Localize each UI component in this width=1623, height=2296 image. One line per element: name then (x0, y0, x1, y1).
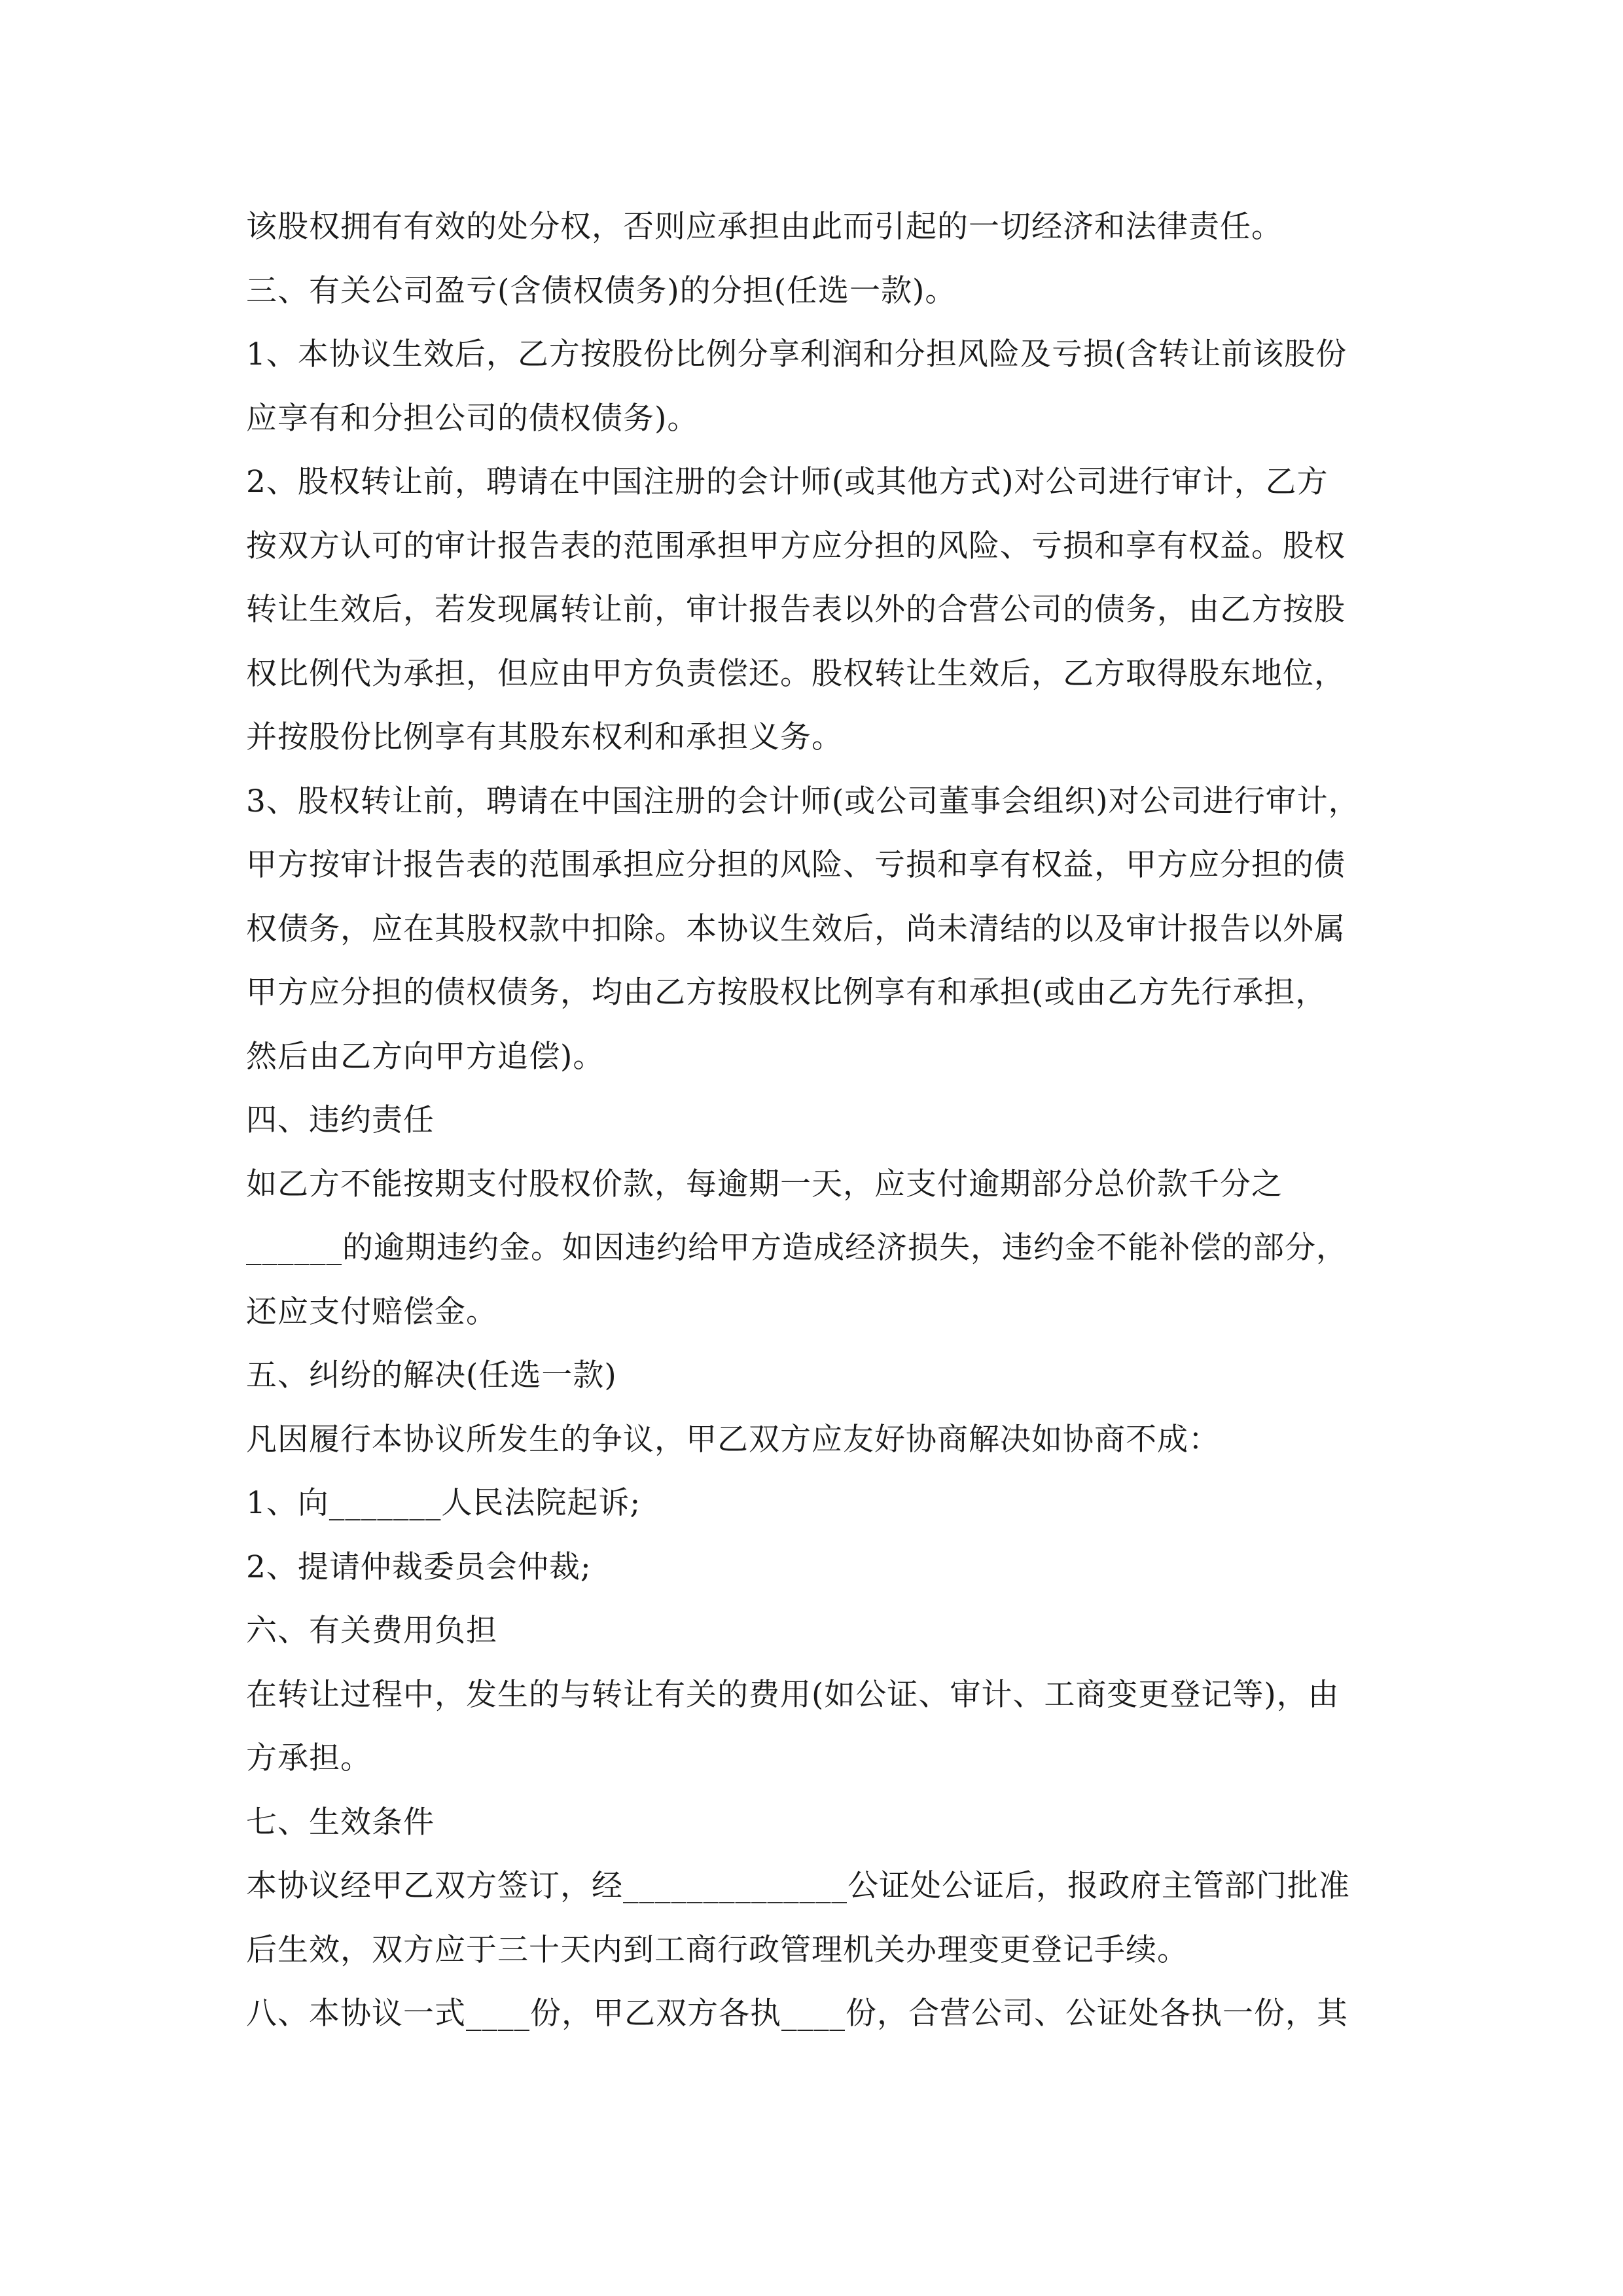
text-line: 还应支付赔偿金。 (246, 1293, 497, 1330)
text-line: 按双方认可的审计报告表的范围承担甲方应分担的风险、亏损和享有权益。股权 (246, 528, 1346, 564)
text-line: 1、向_______人民法院起诉; (246, 1485, 641, 1521)
text-line: 转让生效后，若发现属转让前，审计报告表以外的合营公司的债务，由乙方按股 (246, 592, 1346, 628)
text-line: 并按股份比例享有其股东权利和承担义务。 (246, 719, 843, 755)
text-line: 本协议经甲乙双方签订，经______________公证处公证后，报政府主管部门批准 (246, 1868, 1350, 1904)
section-heading: 七、生效条件 (246, 1804, 435, 1840)
section-heading: 八、本协议一式____份，甲乙双方各执____份，合营公司、公证处各执一份，其 (246, 1996, 1348, 2032)
text-line: 后生效，双方应于三十天内到工商行政管理机关办理变更登记手续。 (246, 1931, 1188, 1968)
text-line: 3、股权转让前，聘请在中国注册的会计师(或公司董事会组织)对公司进行审计， (246, 783, 1360, 819)
text-line: 甲方按审计报告表的范围承担应分担的风险、亏损和享有权益，甲方应分担的债 (246, 847, 1346, 883)
section-heading: 六、有关费用负担 (246, 1613, 497, 1649)
text-line: 然后由乙方向甲方追偿)。 (246, 1038, 605, 1075)
document-body (246, 195, 1385, 2046)
text-line: 2、提请仲裁委员会仲裁; (246, 1549, 592, 1585)
text-line: 凡因履行本协议所发生的争议，甲乙双方应友好协商解决如协商不成： (246, 1421, 1220, 1458)
section-heading: 五、纠纷的解决(任选一款) (246, 1357, 617, 1393)
text-line: 1、本协议生效后，乙方按股份比例分享利润和分担风险及亏损(含转让前该股份 (246, 336, 1347, 372)
text-line: 方承担。 (246, 1740, 372, 1776)
text-line: 权比例代为承担，但应由甲方负责偿还。股权转让生效后，乙方取得股东地位， (246, 655, 1346, 692)
text-line: 如乙方不能按期支付股权价款，每逾期一天，应支付逾期部分总价款千分之 (246, 1166, 1283, 1202)
section-heading: 四、违约责任 (246, 1102, 435, 1138)
text-line: 应享有和分担公司的债权债务)。 (246, 400, 699, 437)
text-line: 2、股权转让前，聘请在中国注册的会计师(或其他方式)对公司进行审计，乙方 (246, 464, 1329, 500)
text-line: ______的逾期违约金。如因违约给甲方造成经济损失，违约金不能补偿的部分， (246, 1230, 1347, 1266)
text-line: 该股权拥有有效的处分权，否则应承担由此而引起的一切经济和法律责任。 (246, 209, 1283, 245)
text-line: 权债务，应在其股权款中扣除。本协议生效后，尚未清结的以及审计报告以外属 (246, 910, 1346, 947)
text-line: 甲方应分担的债权债务，均由乙方按股权比例享有和承担(或由乙方先行承担， (246, 975, 1327, 1011)
text-line: 在转让过程中，发生的与转让有关的费用(如公证、审计、工商变更登记等)，由 (246, 1676, 1340, 1713)
section-heading: 三、有关公司盈亏(含债权债务)的分担(任选一款)。 (246, 272, 957, 309)
